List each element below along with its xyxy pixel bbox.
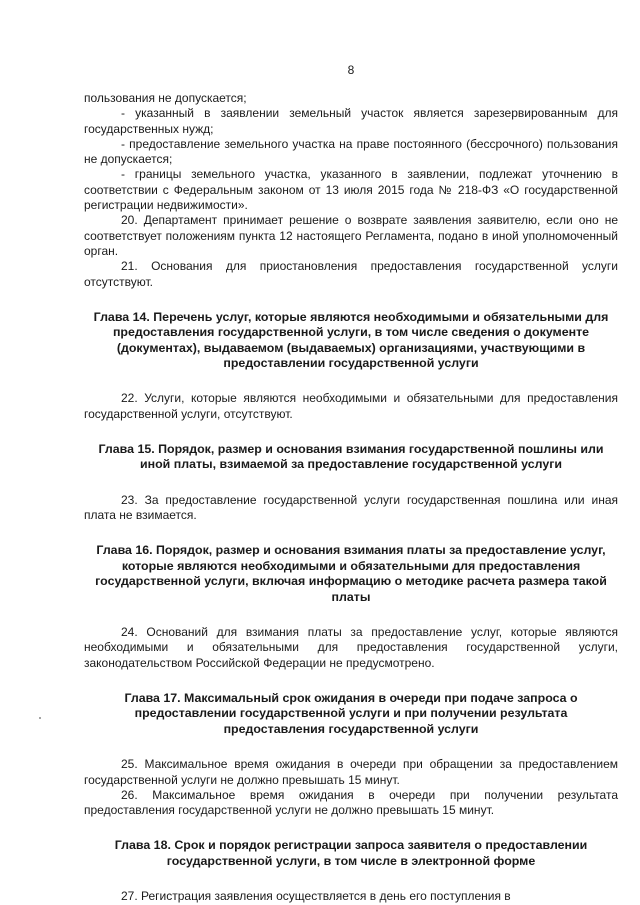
chapter-17-heading: Глава 17. Максимальный срок ожидания в очереди при подаче запроса о предоставлении государственной услуги и при получении результата предоставления государственной услуги	[124, 691, 578, 736]
paragraph-22: 22. Услуги, которые являются необходимыми и обязательными для предоставления государственной услуги, отсутствуют.	[84, 391, 618, 421]
paragraph-21: 21. Основания для приостановления предоставления государственной услуги отсутствуют.	[84, 259, 618, 289]
document-body	[84, 91, 618, 905]
list-item: - предоставление земельного участка на праве постоянного (бессрочного) пользования не допускается;	[84, 136, 618, 167]
chapter-15-heading: Глава 15. Порядок, размер и основания взимания государственной пошлины или иной платы, взимаемой за предоставление государственной услуги	[98, 442, 604, 472]
paragraph-26: 26. Максимальное время ожидания в очереди при получении результата предоставления государственной услуги не должно превышать 15 минут.	[84, 787, 618, 818]
paragraph-23: 23. За предоставление государственной услуги государственная пошлина или иная плата не взимается.	[84, 492, 618, 523]
paragraph-24: 24. Оснований для взимания платы за предоставление услуг, которые являются необходимыми и обязательными для предоставления государственной услуги, законодательством Российской Федерации не предусмотрено.	[84, 625, 618, 670]
chapter-16-heading: Глава 16. Порядок, размер и основания взимания платы за предоставление услуг, которые являются необходимыми и обязательными для предоставления государственной услуги, включая информацию о методике расчета размера такой платы	[95, 543, 607, 604]
chapter-14-heading: Глава 14. Перечень услуг, которые являются необходимыми и обязательными для предоставления государственной услуги, в том числе сведения о документе (документах), выдаваемом (выдаваемых) организациями, участвующими в предоставлении государственной услуги	[93, 309, 609, 371]
paragraph-continuation: пользования не допускается;	[84, 91, 247, 105]
scan-artifact	[39, 717, 41, 719]
chapter-18-heading: Глава 18. Срок и порядок регистрации запроса заявителя о предоставлении государственной услуги, в том числе в электронной форме	[114, 838, 588, 868]
page-number: 8	[347, 63, 355, 77]
paragraph-25: 25. Максимальное время ожидания в очереди при обращении за предоставлением государственной услуги не должно превышать 15 минут.	[84, 757, 618, 787]
paragraph-20: 20. Департамент принимает решение о возврате заявления заявителю, если оно не соответствует положениям пункта 12 настоящего Регламента, подано в иной уполномоченный орган.	[84, 213, 618, 258]
list-item: - указанный в заявлении земельный участок является зарезервированным для государственных нужд;	[84, 106, 618, 136]
paragraph-27: 27. Регистрация заявления осуществляется в день его поступления в	[121, 889, 511, 904]
list-item: - границы земельного участка, указанного в заявлении, подлежат уточнению в соответствии с Федеральным законом от 13 июля 2015 года № 218-ФЗ «О государственной регистрации недвижимости».	[84, 167, 618, 213]
